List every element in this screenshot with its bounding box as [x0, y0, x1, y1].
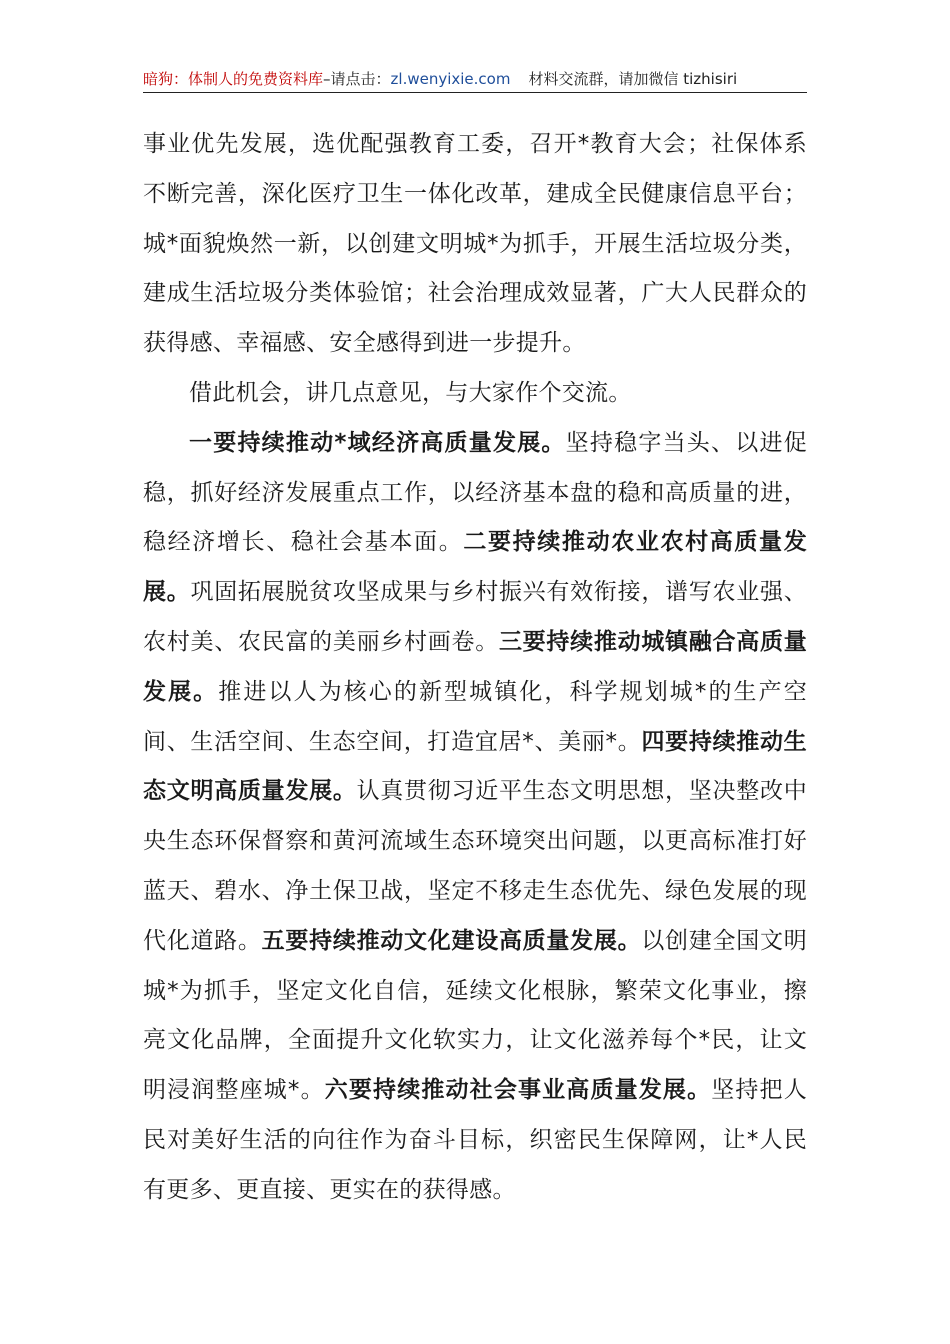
point-heading-4: 四要持续推动生态文明高质量发展。	[143, 728, 807, 805]
paragraph-2	[143, 369, 807, 419]
header-link-prefix: –请点击：	[323, 70, 391, 88]
document-body	[143, 120, 807, 1216]
point-heading-5: 五要持续推动文化建设高质量发展。	[261, 927, 642, 954]
point-text-6: 坚持把人民对美好生活的向往作为奋斗目标，织密民生保障网，让*人民有更多、更直接、更实在的获得感。	[143, 1077, 807, 1203]
paragraph-text: 借此机会，讲几点意见，与大家作个交流。	[189, 379, 632, 406]
point-heading-1: 一要持续推动*域经济高质量发展。	[189, 429, 566, 456]
point-text-2: 巩固拓展脱贫攻坚成果与乡村振兴有效衔接，谱写农业强、农村美、农民富的美丽乡村画卷。	[143, 579, 807, 655]
paragraph-1	[143, 120, 807, 369]
page-header	[143, 66, 807, 93]
point-heading-6: 六要持续推动社会事业高质量发展。	[324, 1077, 712, 1104]
point-heading-2: 二要持续推动农业农村高质量发展。	[143, 529, 808, 606]
point-text-3: 推进以人为核心的新型城镇化，科学规划城*的生产空间、生活空间、生态空间，打造宜居*、美丽*。	[143, 678, 808, 755]
point-text-1: 坚持稳字当头、以进促稳，抓好经济发展重点工作，以经济基本盘的稳和高质量的进，稳经济增长、稳社会基本面。	[143, 429, 808, 556]
header-brand: 暗狗：体制人的免费资料库	[143, 70, 324, 88]
paragraph-text: 事业优先发展，选优配强教育工委，召开*教育大会；社保体系不断完善，深化医疗卫生一体化改革，建成全民健康信息平台；城*面貌焕然一新，以创建文明城*为抓手，开展生活垃圾分类，建成生活垃圾分类体验馆；社会治理成效显著，广大人民群众的获得感、幸福感、安全感得到进一步提升。	[143, 131, 807, 357]
paragraph-3	[143, 419, 807, 1216]
point-text-5: 以创建全国文明城*为抓手，坚定文化自信，延续文化根脉，繁荣文化事业，擦亮文化品牌，全面提升文化软实力，让文化滋养每个*民，让文明浸润整座城*。	[143, 927, 808, 1104]
header-link[interactable]: zl.wenyixie.com	[390, 70, 511, 88]
point-heading-3: 三要持续推动城镇融合高质量发展。	[143, 628, 808, 705]
header-contact: 材料交流群，请加微信 tizhisiri	[528, 70, 738, 88]
point-text-4: 认真贯彻习近平生态文明思想，坚决整改中央生态环保督察和黄河流域生态环境突出问题，以更高标准打好蓝天、碧水、净土保卫战，坚定不移走生态优先、绿色发展的现代化道路。	[143, 778, 808, 954]
